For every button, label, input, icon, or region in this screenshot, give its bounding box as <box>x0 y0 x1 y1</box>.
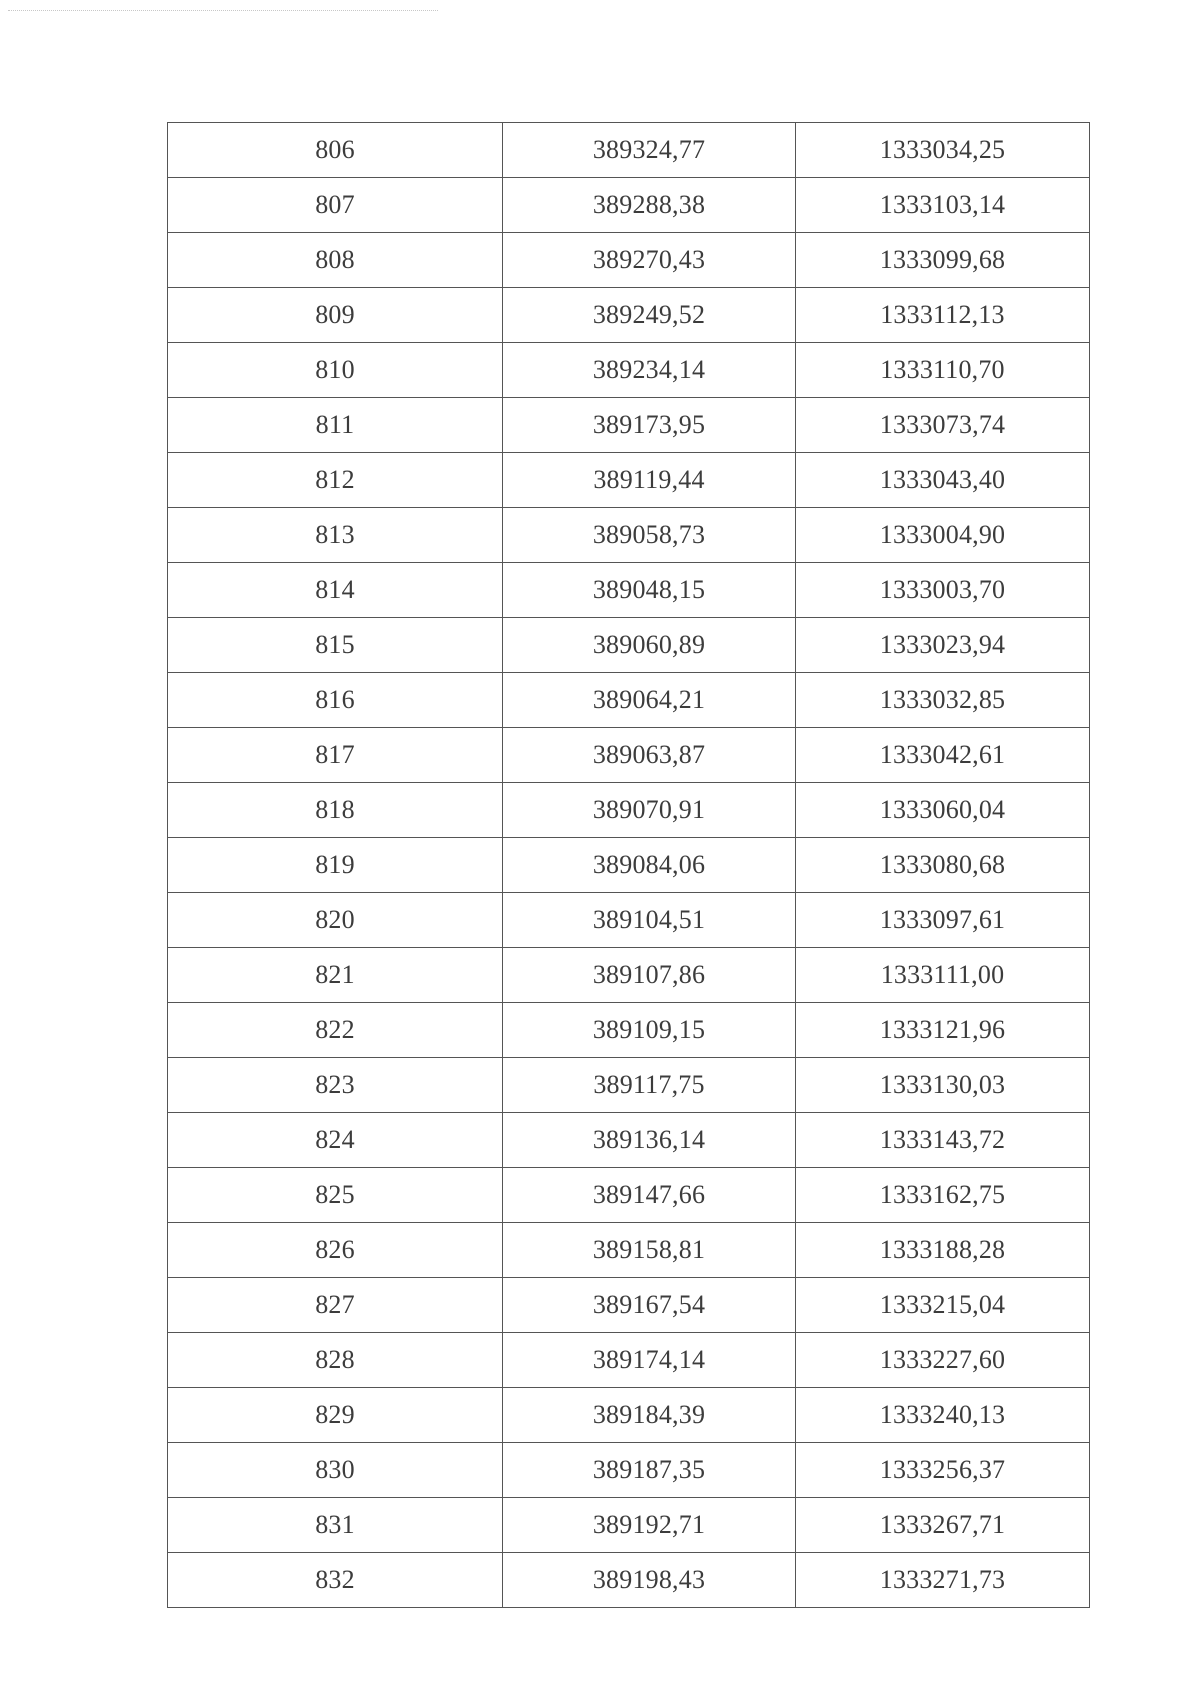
y-coordinate-cell: 1333103,14 <box>796 178 1090 233</box>
x-coordinate-cell: 389198,43 <box>503 1553 796 1608</box>
y-coordinate-cell: 1333121,96 <box>796 1003 1090 1058</box>
y-coordinate-cell: 1333080,68 <box>796 838 1090 893</box>
y-coordinate-cell: 1333143,72 <box>796 1113 1090 1168</box>
x-coordinate-cell: 389173,95 <box>503 398 796 453</box>
table-row <box>168 673 1090 728</box>
point-number-cell: 818 <box>168 783 503 838</box>
x-coordinate-cell: 389070,91 <box>503 783 796 838</box>
table-row <box>168 1168 1090 1223</box>
point-number-cell: 831 <box>168 1498 503 1553</box>
table-row <box>168 948 1090 1003</box>
y-coordinate-cell: 1333060,04 <box>796 783 1090 838</box>
point-number-cell: 829 <box>168 1388 503 1443</box>
x-coordinate-cell: 389136,14 <box>503 1113 796 1168</box>
point-number-cell: 820 <box>168 893 503 948</box>
table-row <box>168 398 1090 453</box>
x-coordinate-cell: 389117,75 <box>503 1058 796 1113</box>
table-row <box>168 1498 1090 1553</box>
x-coordinate-cell: 389063,87 <box>503 728 796 783</box>
table-row <box>168 343 1090 398</box>
y-coordinate-cell: 1333004,90 <box>796 508 1090 563</box>
x-coordinate-cell: 389234,14 <box>503 343 796 398</box>
x-coordinate-cell: 389167,54 <box>503 1278 796 1333</box>
point-number-cell: 814 <box>168 563 503 618</box>
y-coordinate-cell: 1333130,03 <box>796 1058 1090 1113</box>
coordinates-table <box>167 122 1090 1608</box>
y-coordinate-cell: 1333032,85 <box>796 673 1090 728</box>
point-number-cell: 825 <box>168 1168 503 1223</box>
x-coordinate-cell: 389249,52 <box>503 288 796 343</box>
point-number-cell: 809 <box>168 288 503 343</box>
y-coordinate-cell: 1333112,13 <box>796 288 1090 343</box>
table-row <box>168 453 1090 508</box>
x-coordinate-cell: 389288,38 <box>503 178 796 233</box>
x-coordinate-cell: 389084,06 <box>503 838 796 893</box>
y-coordinate-cell: 1333240,13 <box>796 1388 1090 1443</box>
y-coordinate-cell: 1333034,25 <box>796 123 1090 178</box>
table-row <box>168 618 1090 673</box>
x-coordinate-cell: 389119,44 <box>503 453 796 508</box>
table-row <box>168 1333 1090 1388</box>
point-number-cell: 817 <box>168 728 503 783</box>
table-row <box>168 783 1090 838</box>
table-row <box>168 123 1090 178</box>
point-number-cell: 813 <box>168 508 503 563</box>
table-row <box>168 1443 1090 1498</box>
y-coordinate-cell: 1333023,94 <box>796 618 1090 673</box>
x-coordinate-cell: 389107,86 <box>503 948 796 1003</box>
table-row <box>168 1113 1090 1168</box>
point-number-cell: 819 <box>168 838 503 893</box>
point-number-cell: 816 <box>168 673 503 728</box>
y-coordinate-cell: 1333188,28 <box>796 1223 1090 1278</box>
point-number-cell: 811 <box>168 398 503 453</box>
x-coordinate-cell: 389109,15 <box>503 1003 796 1058</box>
coordinates-table-body <box>168 123 1090 1608</box>
table-row <box>168 1388 1090 1443</box>
y-coordinate-cell: 1333043,40 <box>796 453 1090 508</box>
point-number-cell: 828 <box>168 1333 503 1388</box>
x-coordinate-cell: 389147,66 <box>503 1168 796 1223</box>
x-coordinate-cell: 389158,81 <box>503 1223 796 1278</box>
y-coordinate-cell: 1333111,00 <box>796 948 1090 1003</box>
y-coordinate-cell: 1333073,74 <box>796 398 1090 453</box>
y-coordinate-cell: 1333256,37 <box>796 1443 1090 1498</box>
table-row <box>168 288 1090 343</box>
y-coordinate-cell: 1333097,61 <box>796 893 1090 948</box>
y-coordinate-cell: 1333227,60 <box>796 1333 1090 1388</box>
point-number-cell: 822 <box>168 1003 503 1058</box>
y-coordinate-cell: 1333162,75 <box>796 1168 1090 1223</box>
y-coordinate-cell: 1333110,70 <box>796 343 1090 398</box>
x-coordinate-cell: 389174,14 <box>503 1333 796 1388</box>
table-row <box>168 838 1090 893</box>
point-number-cell: 830 <box>168 1443 503 1498</box>
y-coordinate-cell: 1333271,73 <box>796 1553 1090 1608</box>
point-number-cell: 808 <box>168 233 503 288</box>
table-row <box>168 728 1090 783</box>
point-number-cell: 806 <box>168 123 503 178</box>
table-row <box>168 1553 1090 1608</box>
y-coordinate-cell: 1333042,61 <box>796 728 1090 783</box>
document-page <box>167 122 1089 1608</box>
table-row <box>168 1278 1090 1333</box>
point-number-cell: 827 <box>168 1278 503 1333</box>
x-coordinate-cell: 389058,73 <box>503 508 796 563</box>
table-row <box>168 893 1090 948</box>
x-coordinate-cell: 389192,71 <box>503 1498 796 1553</box>
x-coordinate-cell: 389064,21 <box>503 673 796 728</box>
table-row <box>168 563 1090 618</box>
table-row <box>168 508 1090 563</box>
point-number-cell: 832 <box>168 1553 503 1608</box>
scan-edge-line <box>8 10 438 11</box>
x-coordinate-cell: 389060,89 <box>503 618 796 673</box>
y-coordinate-cell: 1333099,68 <box>796 233 1090 288</box>
x-coordinate-cell: 389187,35 <box>503 1443 796 1498</box>
x-coordinate-cell: 389048,15 <box>503 563 796 618</box>
point-number-cell: 821 <box>168 948 503 1003</box>
point-number-cell: 815 <box>168 618 503 673</box>
point-number-cell: 810 <box>168 343 503 398</box>
point-number-cell: 826 <box>168 1223 503 1278</box>
point-number-cell: 812 <box>168 453 503 508</box>
x-coordinate-cell: 389104,51 <box>503 893 796 948</box>
y-coordinate-cell: 1333215,04 <box>796 1278 1090 1333</box>
point-number-cell: 823 <box>168 1058 503 1113</box>
table-row <box>168 178 1090 233</box>
x-coordinate-cell: 389184,39 <box>503 1388 796 1443</box>
table-row <box>168 1058 1090 1113</box>
x-coordinate-cell: 389324,77 <box>503 123 796 178</box>
point-number-cell: 807 <box>168 178 503 233</box>
x-coordinate-cell: 389270,43 <box>503 233 796 288</box>
table-row <box>168 1003 1090 1058</box>
y-coordinate-cell: 1333003,70 <box>796 563 1090 618</box>
table-row <box>168 1223 1090 1278</box>
y-coordinate-cell: 1333267,71 <box>796 1498 1090 1553</box>
point-number-cell: 824 <box>168 1113 503 1168</box>
table-row <box>168 233 1090 288</box>
